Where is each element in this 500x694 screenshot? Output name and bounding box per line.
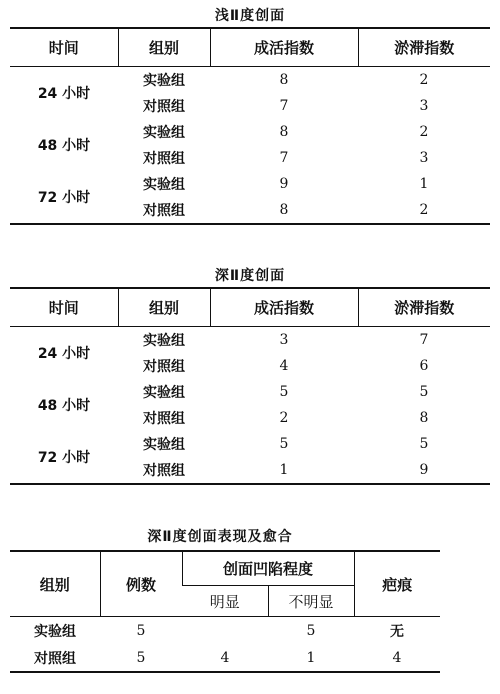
not-obvious-cell: 5 bbox=[306, 622, 316, 639]
survival-cell: 8 bbox=[279, 124, 289, 140]
header-obvious: 明显 bbox=[182, 586, 268, 617]
stasis-cell: 2 bbox=[419, 124, 429, 140]
obvious-cell: 4 bbox=[182, 644, 268, 672]
table-row bbox=[10, 327, 490, 354]
group-cell: 实验组 bbox=[143, 177, 185, 193]
stasis-cell: 3 bbox=[419, 150, 429, 166]
survival-cell: 7 bbox=[279, 98, 289, 114]
group-cell: 对照组 bbox=[118, 457, 210, 484]
group-cell: 实验组 bbox=[143, 437, 185, 453]
stasis-cell: 6 bbox=[419, 358, 429, 374]
table-row bbox=[10, 431, 490, 457]
header-survival-index: 成活指数 bbox=[210, 28, 358, 67]
survival-cell: 2 bbox=[279, 410, 289, 426]
table3-caption: 深Ⅱ度创面表现及愈合 bbox=[147, 529, 293, 545]
deep-wound-table bbox=[10, 287, 490, 485]
group-cell: 对照组 bbox=[118, 197, 210, 224]
stasis-cell: 3 bbox=[419, 98, 429, 114]
time-cell: 72 小时 bbox=[10, 171, 118, 224]
header-depression-degree: 创面凹陷程度 bbox=[182, 551, 354, 586]
header-cases: 例数 bbox=[100, 551, 182, 617]
time-cell: 72 小时 bbox=[10, 431, 118, 484]
table-row bbox=[10, 67, 490, 94]
header-group: 组别 bbox=[118, 28, 210, 67]
header-group: 组别 bbox=[10, 551, 100, 617]
survival-cell: 3 bbox=[279, 332, 289, 348]
table-row bbox=[10, 644, 440, 672]
table-row bbox=[10, 119, 490, 145]
stasis-cell: 9 bbox=[358, 457, 490, 484]
not-obvious-cell: 1 bbox=[268, 644, 354, 672]
survival-cell: 5 bbox=[279, 384, 289, 400]
shallow-wound-table bbox=[10, 27, 490, 225]
stasis-cell: 7 bbox=[419, 332, 429, 348]
header-survival-index: 成活指数 bbox=[210, 288, 358, 327]
header-time: 时间 bbox=[10, 28, 118, 67]
group-cell: 实验组 bbox=[143, 333, 185, 349]
table-row bbox=[10, 379, 490, 405]
header-scar: 疤痕 bbox=[354, 551, 440, 617]
survival-cell: 8 bbox=[210, 197, 358, 224]
stasis-cell: 2 bbox=[358, 197, 490, 224]
group-cell: 实验组 bbox=[143, 73, 185, 89]
scar-cell: 无 bbox=[390, 623, 405, 640]
survival-cell: 4 bbox=[279, 358, 289, 374]
survival-cell: 1 bbox=[210, 457, 358, 484]
stasis-cell: 5 bbox=[419, 436, 429, 452]
survival-cell: 8 bbox=[279, 72, 289, 88]
deep-wound-healing-table bbox=[10, 550, 440, 673]
stasis-cell: 1 bbox=[419, 176, 429, 192]
group-cell: 对照组 bbox=[10, 644, 100, 672]
header-stasis-index: 淤滞指数 bbox=[358, 28, 490, 67]
survival-cell: 5 bbox=[279, 436, 289, 452]
header-not-obvious: 不明显 bbox=[268, 586, 354, 617]
stasis-cell: 2 bbox=[419, 72, 429, 88]
time-cell: 48 小时 bbox=[37, 138, 91, 154]
group-cell: 实验组 bbox=[34, 623, 76, 640]
group-cell: 对照组 bbox=[143, 151, 185, 167]
time-cell: 24 小时 bbox=[37, 86, 91, 102]
group-cell: 对照组 bbox=[143, 99, 185, 115]
time-cell: 48 小时 bbox=[37, 398, 91, 414]
group-cell: 实验组 bbox=[143, 125, 185, 141]
stasis-cell: 5 bbox=[419, 384, 429, 400]
cases-cell: 5 bbox=[100, 644, 182, 672]
group-cell: 对照组 bbox=[143, 411, 185, 427]
header-group: 组别 bbox=[118, 288, 210, 327]
table-row bbox=[10, 617, 440, 645]
table2-caption: 深Ⅱ度创面 bbox=[214, 268, 286, 284]
scar-cell: 4 bbox=[354, 644, 440, 672]
group-cell: 实验组 bbox=[143, 385, 185, 401]
time-cell: 24 小时 bbox=[37, 346, 91, 362]
table-row bbox=[10, 171, 490, 197]
header-time: 时间 bbox=[10, 288, 118, 327]
survival-cell: 9 bbox=[279, 176, 289, 192]
cases-cell: 5 bbox=[136, 622, 146, 639]
table1-caption: 浅Ⅱ度创面 bbox=[214, 8, 286, 24]
group-cell: 对照组 bbox=[143, 359, 185, 375]
obvious-cell bbox=[182, 617, 268, 645]
stasis-cell: 8 bbox=[419, 410, 429, 426]
survival-cell: 7 bbox=[279, 150, 289, 166]
header-stasis-index: 淤滞指数 bbox=[358, 288, 490, 327]
